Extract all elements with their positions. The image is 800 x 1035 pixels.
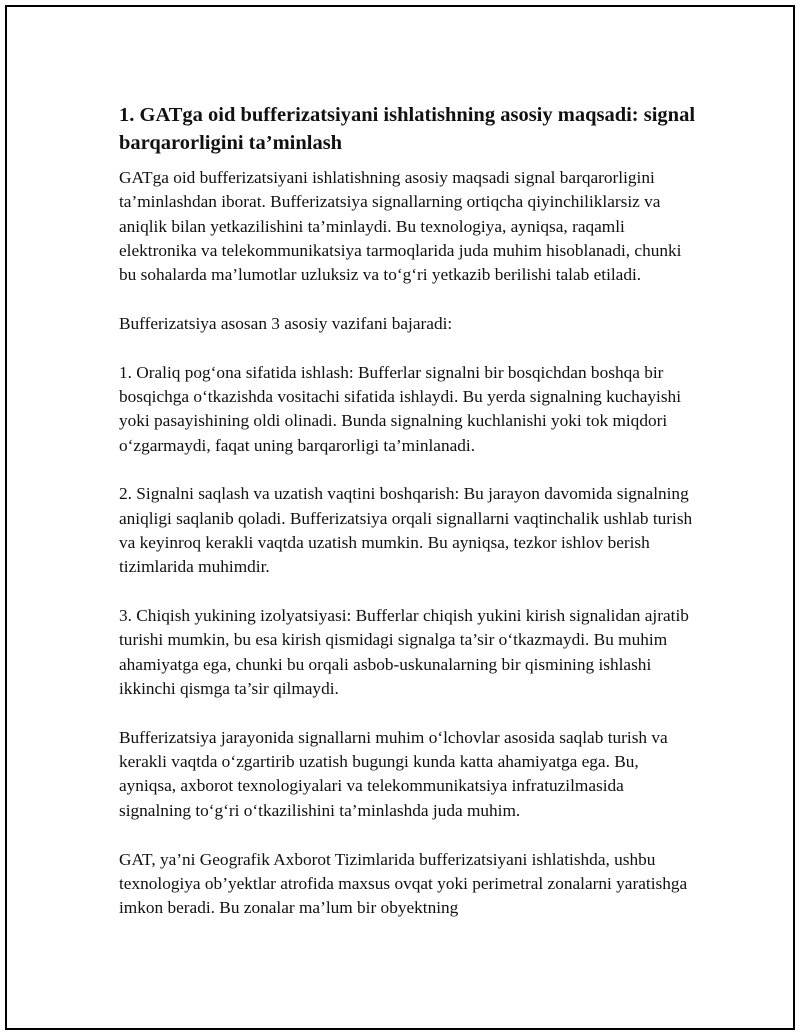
paragraph-summary: Bufferizatsiya jarayonida signallarni muhim o‘lchovlar asosida saqlab turish va kerakli vaqtda o‘zgartirib uzatish bugungi kunda katta ahamiyatga ega. Bu, ayniqsa, axborot texnologiyalari va telekommunikatsiya infratuzilmasida signalning to‘g‘ri o‘tkazilishini ta’minlashda juda muhim. bbox=[119, 727, 668, 820]
paragraph-intro: GATga oid bufferizatsiyani ishlatishning asosiy maqsadi signal barqarorligini ta’minlashdan iborat. Bufferizatsiya signallarning ortiqcha qiyinchiliklarsiz va aniqlik bilan yetkazilishini ta’minlaydi. Bu texnologiya, ayniqsa, raqamli elektronika va telekommunikatsiya tarmoqlarida juda muhim hisoblanadi, chunki bu sohalarda ma’lumotlar uzluksiz va to‘g‘ri yetkazib berilishi talab etiladi. bbox=[119, 168, 682, 285]
section-heading: 1. GATga oid bufferizatsiyani ishlatishning asosiy maqsadi: signal barqarorligini ta’minlash bbox=[119, 104, 696, 154]
page-frame bbox=[5, 5, 795, 1030]
paragraph-function-1: 1. Oraliq pog‘ona sifatida ishlash: Bufferlar signalni bir bosqichdan boshqa bir bosqichga o‘tkazishda vositachi sifatida ishlaydi. Bu yerda signalning kuchayishi yoki pasayishining oldi olinadi. Bunda signalning kuchlanishi yoki tok miqdori o‘zgarmaydi, faqat uning barqarorligi ta’minlanadi. bbox=[119, 362, 682, 455]
paragraph-function-2: 2. Signalni saqlash va uzatish vaqtini boshqarish: Bu jarayon davomida signalning aniqligi saqlanib qoladi. Bufferizatsiya orqali signallarni vaqtinchalik ushlab turish va keyinroq kerakli vaqtda uzatish mumkin. Bu ayniqsa, tezkor ishlov berish tizimlarida muhimdir. bbox=[119, 484, 693, 577]
paragraph-function-3: 3. Chiqish yukining izolyatsiyasi: Bufferlar chiqish yukini kirish signalidan ajratib turishi mumkin, bu esa kirish qismidagi signalga ta’sir o‘tkazmaydi. Bu muhim ahamiyatga ega, chunki bu orqali asbob-uskunalarning bir qismining ishlashi ikkinchi qismga ta’sir qilmaydi. bbox=[119, 606, 689, 699]
paragraph-functions-lead: Bufferizatsiya asosan 3 asosiy vazifani bajaradi: bbox=[119, 313, 453, 333]
document-body bbox=[119, 101, 699, 945]
paragraph-gat: GAT, ya’ni Geografik Axborot Tizimlarida bufferizatsiyani ishlatishda, ushbu texnologiya ob’yektlar atrofida maxsus ovqat yoki perimetral zonalarni yaratishga imkon beradi. Bu zonalar ma’lum bir obyektning bbox=[119, 849, 688, 918]
